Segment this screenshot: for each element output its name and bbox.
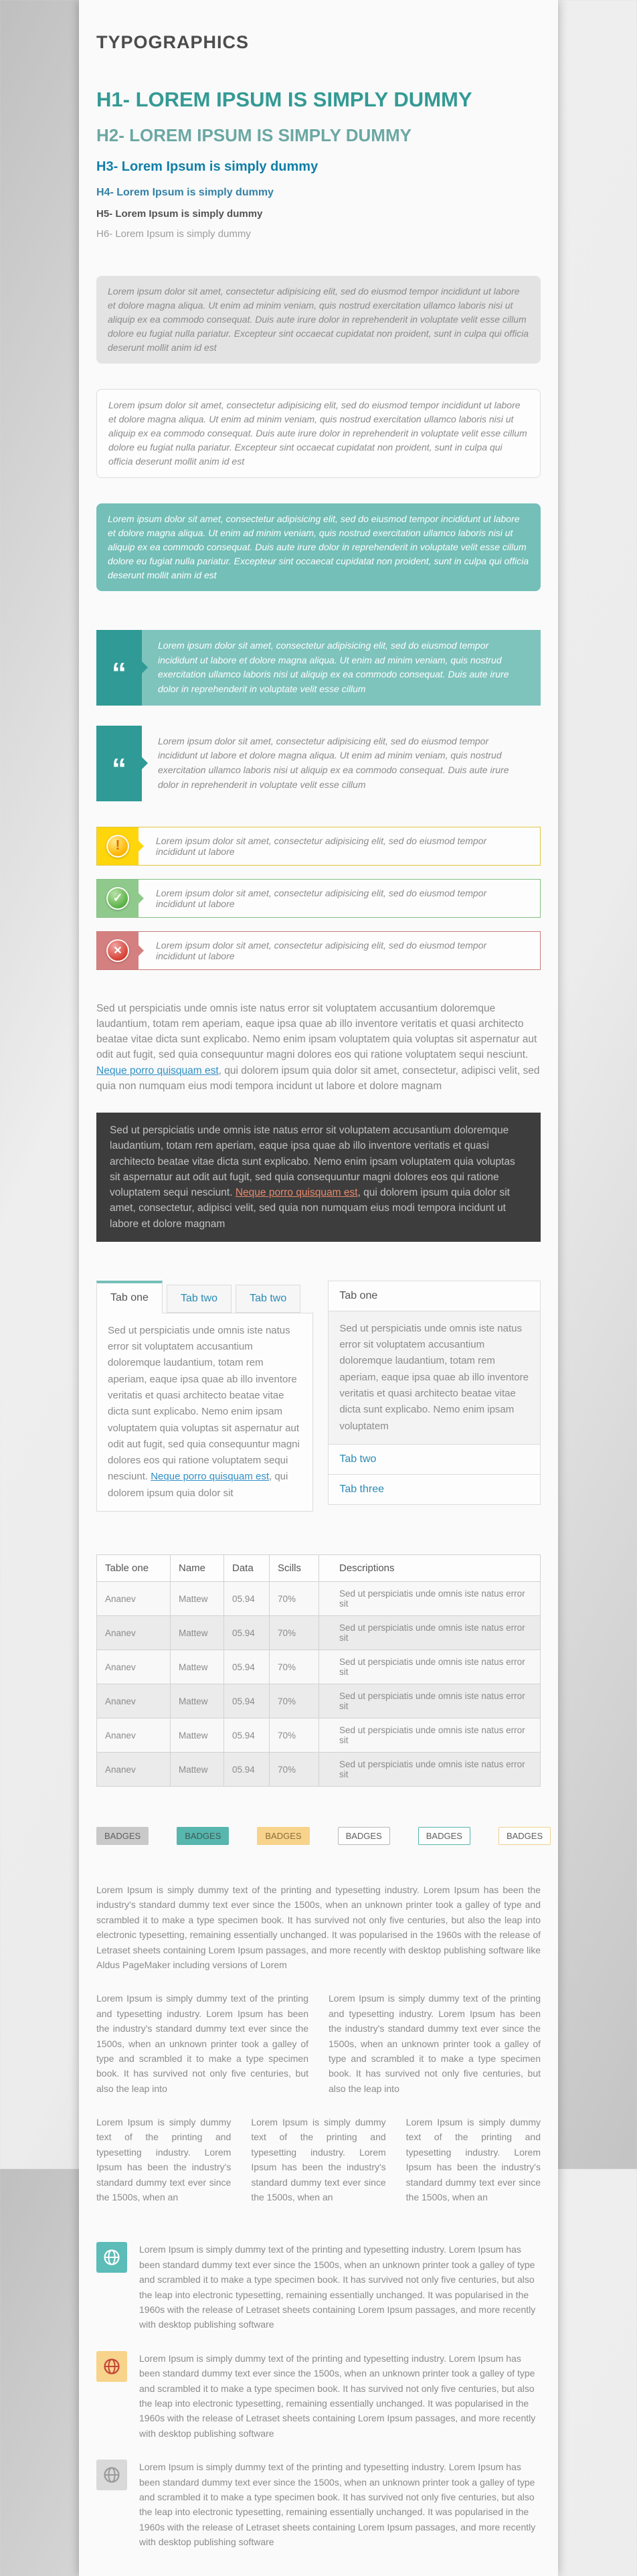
table-header-row: Table one Name Data Scills Descriptions [97,1555,541,1582]
table-row: Ananev Mattew 05.94 70% Sed ut perspiciatis unde omnis iste natus error sit [97,1582,541,1616]
accordion-panel [328,1281,541,1505]
globe-icon [96,2351,127,2382]
accordion-content: Sed ut perspiciatis unde omnis iste natus error sit voluptatem accusantium doloremque laudantium, totam rem aperiam, eaque ipsa quae ab illo inventore veritatis et quasi architecto beatae vitae dicta sunt explicabo. Nemo enim ipsam voluptatem [329,1311,540,1445]
accordion-item-tab-three[interactable]: Tab three [339,1483,385,1495]
alert-success [96,879,541,918]
badge-amber-filled: BADGES [257,1827,309,1845]
icon-paragraph-gray [96,2460,541,2549]
paragraph-box-bordered: Lorem ipsum dolor sit amet, consectetur adipisicing elit, sed do eiusmod tempor incididunt ut labore et dolore magna aliqua. Ut enim ad minim veniam, quis nostrud exercitation ullamco laboris nisi ut aliquip ex ea commodo consequat. Duis aute irure dolor in reprehenderit in voluptate velit esse cillum dolore eu fugiat nulla pariatur. Excepteur sint occaecat cupidatat non proident, sunt in culpa qui officia deserunt mollit anim id est [96,389,541,478]
column: Lorem Ipsum is simply dummy text of the printing and typesetting industry. Lorem Ipsum has been the industry's standard dummy text ever since the 1500s, when an [405,2117,541,2203]
tabs-row [96,1281,313,1313]
heading-h2: H2- LOREM IPSUM IS SIMPLY DUMMY [96,125,412,145]
three-column-text [96,2115,541,2204]
badge-gray-filled: BADGES [96,1827,149,1845]
badge-amber-outline: BADGES [498,1827,551,1845]
heading-h5: H5- Lorem Ipsum is simply dummy [96,208,263,220]
globe-icon [96,2460,127,2490]
paragraph-box-teal: Lorem ipsum dolor sit amet, consectetur adipisicing elit, sed do eiusmod tempor incididunt ut labore et dolore magna aliqua. Ut enim ad minim veniam, quis nostrud exercitation ullamco laboris nisi ut aliquip ex ea commodo consequat. Duis aute irure dolor in reprehenderit in voluptate velit esse cillum dolore eu fugiat nulla pariatur. Excepteur sint occaecat cupidatat non proident, sunt in culpa qui officia deserunt mollit anim id est [96,503,541,591]
check-icon: ✓ [97,880,139,917]
blockquote-plain [96,726,541,801]
table-row: Ananev Mattew 05.94 70% Sed ut perspiciatis unde omnis iste natus error sit [97,1718,541,1753]
accordion-header-tab-one[interactable]: Tab one [329,1281,540,1311]
alert-warning-text: Lorem ipsum dolor sit amet, consectetur adipisicing elit, sed do eiusmod tempor incididunt ut labore [156,835,487,857]
icon-paragraph-amber [96,2351,541,2441]
table-row: Ananev Mattew 05.94 70% Sed ut perspiciatis unde omnis iste natus error sit [97,1650,541,1684]
tab-content-link[interactable]: Neque porro quisquam est [151,1471,269,1483]
column: Lorem Ipsum is simply dummy text of the printing and typesetting industry. Lorem Ipsum has been the industry's standard dummy text ever since the 1500s, when an unknown printer took a galley of type and scrambled it to make a type specimen book. It has survived not only five centuries, but also the leap into [96,1993,308,2094]
badges-row [96,1827,541,1845]
table-row: Ananev Mattew 05.94 70% Sed ut perspiciatis unde omnis iste natus error sit [97,1684,541,1718]
heading-h3: H3- Lorem Ipsum is simply dummy [96,159,318,174]
quote-arrow [142,661,148,673]
warning-icon: ! [97,827,139,865]
badge-teal-filled: BADGES [177,1827,229,1845]
icon-paragraph-text: Lorem Ipsum is simply dummy text of the printing and typesetting industry. Lorem Ipsum has been standard dummy text ever since the 1500s, when an unknown printer took a galley of type and scrambled it to make a type specimen book. It has survived not only five centuries, but also the leap into electronic typesetting, remaining essentially unchanged. It was popularised in the 1960s with the release of Letraset sheets containing Lorem Ipsum passages, and more recently with desktop publishing software [139,2244,536,2330]
quote-icon: “ [96,630,142,706]
accordion-item-tab-two[interactable]: Tab two [329,1445,540,1475]
globe-icon [96,2242,127,2273]
heading-h1: H1- LOREM IPSUM IS SIMPLY DUMMY [96,88,472,111]
page-title: TYPOGRAPHICS [96,32,250,52]
inline-link[interactable]: Neque porro quisquam est [96,1064,219,1076]
tabs-section [96,1281,541,1512]
tabs-panel [96,1281,313,1512]
full-width-paragraph: Lorem Ipsum is simply dummy text of the printing and typesetting industry. Lorem Ipsum has been the industry's standard dummy text ever since the 1500s, when an unknown printer took a galley of type and scrambled it to make a type specimen book. It has survived not only five centuries, but also the leap into electronic typesetting, remaining essentially unchanged. It was popularised in the 1960s with the release of Letraset sheets containing Lorem Ipsum passages, and more recently with desktop publishing software like Aldus PageMaker including versions of Lorem [96,1884,541,1970]
body-paragraph-light: Sed ut perspiciatis unde omnis iste natus error sit voluptatem accusantium doloremque laudantium, totam rem aperiam, eaque ipsa quae ab illo inventore veritatis et quasi architecto beatae vitae dicta sunt explicabo. Nemo enim ipsam voluptatem quia voluptas sit aspernatur aut odit aut fugit, sed quia consequuntur magni dolores eos qui ratione voluptatem sequi nesciunt. Neque porro quisquam est, qui dolorem ipsum quia dolor sit amet, consectetur, adipisci velit, sed quia non numquam eius modi tempora incidunt ut labore et dolore magnam [96,1002,540,1092]
column: Lorem Ipsum is simply dummy text of the printing and typesetting industry. Lorem Ipsum has been the industry's standard dummy text ever since the 1500s, when an [251,2117,386,2203]
icon-paragraph-teal [96,2242,541,2332]
alert-warning [96,827,541,866]
alert-error [96,931,541,970]
tab-content: Sed ut perspiciatis unde omnis iste natus error sit voluptatem accusantium doloremque laudantium, totam rem aperiam, eaque ipsa quae ab illo inventore veritatis et quasi architecto beatae vitae dicta sunt explicabo. Nemo enim ipsam voluptatem quia voluptas sit aspernatur aut odit aut fugit, sed quia consequuntur magni dolores eos qui ratione voluptatem sequi nesciunt. Neque porro quisquam est, qui dolorem ipsum quia dolor sit [96,1313,313,1512]
blockquote-teal [96,630,541,706]
column: Lorem Ipsum is simply dummy text of the printing and typesetting industry. Lorem Ipsum has been the industry's standard dummy text ever since the 1500s, when an unknown printer took a galley of type and scrambled it to make a type specimen book. It has survived not only five centuries, but also the leap into [329,1993,541,2094]
two-column-text [96,1991,541,2096]
heading-h6: H6- Lorem Ipsum is simply dummy [96,228,251,240]
tab-two[interactable]: Tab two [167,1285,232,1313]
body-paragraph-dark: Sed ut perspiciatis unde omnis iste natus error sit voluptatem accusantium doloremque laudantium, totam rem aperiam, eaque ipsa quae ab illo inventore veritatis et quasi architecto beatae vitae dicta sunt explicabo. Nemo enim ipsam voluptatem quia voluptas sit aspernatur aut odit aut fugit, sed quia consequuntur magni dolores eos qui ratione voluptatem sequi nesciunt. Neque porro quisquam est, qui dolorem ipsum quia dolor sit amet, consectetur, adipisci velit, sed quia non numquam eius modi tempora incidunt ut labore et dolore magnam [96,1113,541,1242]
tab-two-2[interactable]: Tab two [236,1285,300,1313]
column: Lorem Ipsum is simply dummy text of the printing and typesetting industry. Lorem Ipsum has been the industry's standard dummy text ever since the 1500s, when an [96,2117,232,2203]
alert-success-text: Lorem ipsum dolor sit amet, consectetur adipisicing elit, sed do eiusmod tempor incididunt ut labore [156,887,487,909]
paragraph-box-gray: Lorem ipsum dolor sit amet, consectetur adipisicing elit, sed do eiusmod tempor incididunt ut labore et dolore magna aliqua. Ut enim ad minim veniam, quis nostrud exercitation ullamco laboris nisi ut aliquip ex ea commodo consequat. Duis aute irure dolor in reprehenderit in voluptate velit esse cillum dolore eu fugiat nulla pariatur. Excepteur sint occaecat cupidatat non proident, sunt in culpa qui officia deserunt mollit anim id est [96,276,541,364]
heading-h4: H4- Lorem Ipsum is simply dummy [96,187,274,198]
blockquote-text: Lorem ipsum dolor sit amet, consectetur adipisicing elit, sed do eiusmod tempor incididunt ut labore et dolore magna aliqua. Ut enim ad minim veniam, quis nostrud exercitation ullamco laboris nisi ut aliquip ex ea commodo consequat. Duis aute irure dolor in reprehenderit in voluptate velit esse cillum [158,735,509,790]
quote-arrow [142,757,148,769]
badge-gray-outline: BADGES [338,1827,390,1845]
icon-paragraph-text: Lorem Ipsum is simply dummy text of the printing and typesetting industry. Lorem Ipsum has been standard dummy text ever since the 1500s, when an unknown printer took a galley of type and scrambled it to make a type specimen book. It has survived not only five centuries, but also the leap into electronic typesetting, remaining essentially unchanged. It was popularised in the 1960s with the release of Letraset sheets containing Lorem Ipsum passages, and more recently with desktop publishing software [139,2352,536,2439]
demo-table [96,1554,541,1787]
icon-paragraph-text: Lorem Ipsum is simply dummy text of the printing and typesetting industry. Lorem Ipsum has been standard dummy text ever since the 1500s, when an unknown printer took a galley of type and scrambled it to make a type specimen book. It has survived not only five centuries, but also the leap into electronic typesetting, remaining essentially unchanged. It was popularised in the 1960s with the release of Letraset sheets containing Lorem Ipsum passages, and more recently with desktop publishing software [139,2462,536,2548]
tab-one-active[interactable]: Tab one [96,1281,163,1313]
table-row: Ananev Mattew 05.94 70% Sed ut perspiciatis unde omnis iste natus error sit [97,1616,541,1650]
table-row: Ananev Mattew 05.94 70% Sed ut perspiciatis unde omnis iste natus error sit [97,1753,541,1787]
page-card [79,0,558,2576]
cross-icon: ✕ [97,932,139,969]
badge-teal-outline: BADGES [418,1827,470,1845]
quote-icon: “ [96,726,142,801]
blockquote-text: Lorem ipsum dolor sit amet, consectetur adipisicing elit, sed do eiusmod tempor incididunt ut labore et dolore magna aliqua. Ut enim ad minim veniam, quis nostrud exercitation ullamco laboris nisi ut aliquip ex ea commodo consequat. Duis aute irure dolor in reprehenderit in voluptate velit esse cillum [142,630,541,706]
inline-link-dark[interactable]: Neque porro quisquam est [235,1187,358,1198]
alert-error-text: Lorem ipsum dolor sit amet, consectetur adipisicing elit, sed do eiusmod tempor incididunt ut labore [156,939,487,961]
